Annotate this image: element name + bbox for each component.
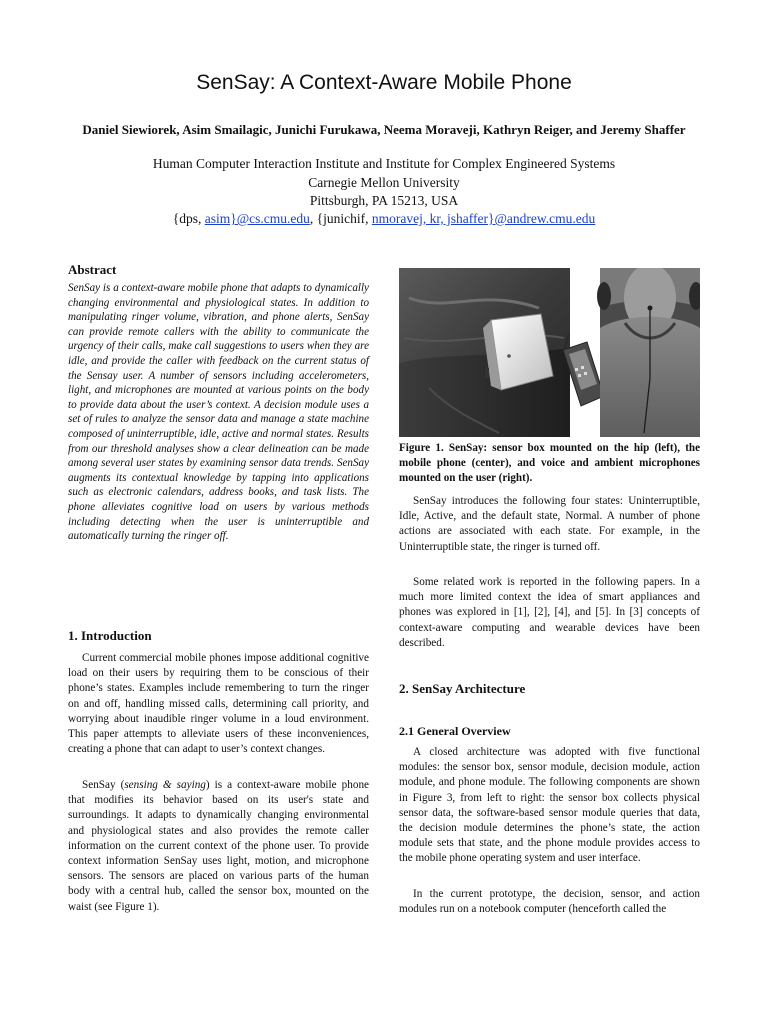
intro-p2-rest: ) is a context-aware mobile phone that modifies its behavior based on its user's state and surroundings. It adapts to dynamically changing environmental and physiological states and also provides the remote caller information on the current context of the phone user. To provide context information SenSay uses light, motion, and microphone sensors. The sensors are placed on various parts of the human body with a central hub, called the sensor box, mounted on the waist (see Figure 1). <box>68 779 369 913</box>
affiliation-address: Pittsburgh, PA 15213, USA <box>309 193 459 208</box>
affiliation-institute: Human Computer Interaction Institute and Institute for Complex Engineered Systems <box>152 156 616 171</box>
intro-p2-italic: sensing & saying <box>124 779 206 791</box>
paper-title: SenSay: A Context-Aware Mobile Phone <box>196 71 572 94</box>
prototype-paragraph: In the current prototype, the decision, sensor, and action modules run on a notebook computer (henceforth called the <box>399 888 700 916</box>
introduction-paragraph-2 <box>68 778 369 915</box>
email-middle: , {junichif, <box>309 211 372 226</box>
author-list: Daniel Siewiorek, Asim Smailagic, Junichi Furukawa, Neema Moraveji, Kathryn Reiger, and Jeremy Shaffer <box>82 122 686 137</box>
states-paragraph: SenSay introduces the following four states: Uninterruptible, Idle, Active, and the default state, Normal. A number of phone actions are associated with each state. For example, in the Uninterruptible state, the ringer is turned off. <box>399 495 700 553</box>
sensor-box <box>483 314 553 390</box>
related-work-paragraph: Some related work is reported in the following papers. In a much more limited context the idea of smart appliances and phones was explored in [1], [2], [4], and [5]. In [3] concepts of context-aware computing and wearable devices have been described. <box>399 576 700 649</box>
email-link-cs[interactable]: asim}@cs.cmu.edu <box>204 211 310 226</box>
figure-1-caption: Figure 1. SenSay: sensor box mounted on the hip (left), the mobile phone (center), and voice and ambient microphones mounted on the user (right). <box>399 442 700 484</box>
architecture-paragraph: A closed architecture was adopted with five functional modules: the sensor box, sensor module, decision module, action module, and phone module. The following components are shown in Figure 3, from left to right: the sensor box collects physical sensor data, the software-based sensor module queries that data, the decision module determines the phone’s state, the action module sets that state, and the phone module provides access to the mobile phone operating system and user interface. <box>399 746 700 865</box>
author-emails <box>0 210 768 228</box>
abstract-text: SenSay is a context-aware mobile phone that adapts to dynamically changing environmental and physiological states. In addition to manipulating ringer volume, vibration, and phone alerts, SenSay can provide remote callers with the ability to communicate the urgency of their calls, make call suggestions to users when they are idle, and provide the caller with feedback on the current status of the Sensay user. A number of sensors including accelerometers, light, and microphones are mounted at various points on the body to provide data about the user’s context. A decision module uses a set of rules to analyze the sensor data and manage a state machine composed of uninterruptible, idle, active and normal states. Results from our threshold analyses show a clear delineation can be made among several user states by examining sensor data trends. SenSay augments its contextual knowledge by tapping into applications such as electronic calendars, address books, and task lists. The phone alleviates cognitive load on users by various methods including detecting when the user is uninterruptible and automatically turning the ringer off. <box>68 282 369 543</box>
affiliation-university: Carnegie Mellon University <box>308 175 460 190</box>
introduction-paragraph-1: Current commercial mobile phones impose additional cognitive load on their users by requiring them to be conscious of their phone’s states. Examples include remembering to turn the ringer on and off, handling missed calls, determining call priority, and worrying about inaudible ringer volume in a loud environment. This paper attempts to alleviate users of these inconveniences, creating a phone that can adapt to user’s context changes. <box>68 652 369 756</box>
section-2-heading: 2. SenSay Architecture <box>399 681 526 696</box>
email-link-andrew[interactable]: nmoravej, kr, jshaffer}@andrew.cmu.edu <box>371 211 596 226</box>
figure-1-photos <box>399 268 700 437</box>
intro-p2-prefix: SenSay ( <box>82 779 125 791</box>
photo-sensor-box-on-hip <box>399 268 570 437</box>
introduction-heading: 1. Introduction <box>68 628 152 643</box>
subsection-2-1-heading: 2.1 General Overview <box>399 724 511 738</box>
email-prefix: {dps, <box>172 211 205 226</box>
abstract-heading: Abstract <box>68 262 117 277</box>
photo-microphones-on-user <box>597 268 700 437</box>
